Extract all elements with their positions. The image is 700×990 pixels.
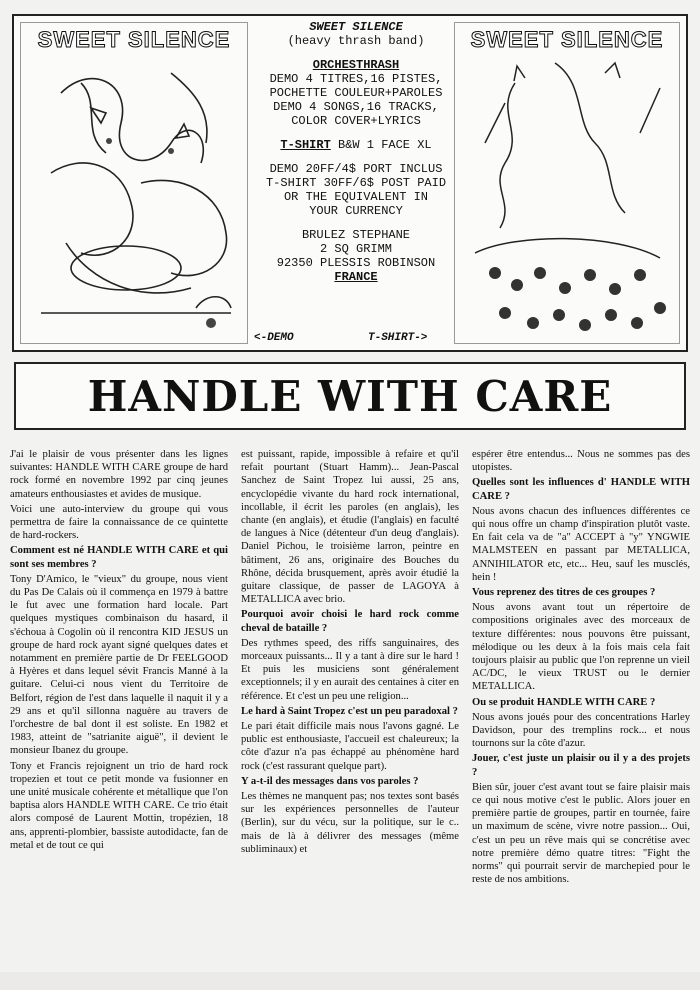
article-title-box bbox=[14, 362, 686, 430]
band-logo-left: SWEET SILENCE bbox=[37, 27, 231, 52]
band-logo-right: SWEET SILENCE bbox=[470, 27, 664, 52]
article-paragraph: Nous avons avant tout un répertoire de compositions originales avec des morceaux de texture différentes: nous pouvons être puissant, mélodique ou les deux à la fois mais cela fait toujours plaisir au public que l'on reprenne un vieil AC/DC, le vieux TRUST ou le dernier METALLICA. bbox=[472, 602, 690, 693]
tshirt-label: T-SHIRT bbox=[280, 138, 331, 152]
price-line-3: OR THE EQUIVALENT IN bbox=[283, 190, 429, 204]
article-paragraph: Tony et Francis rejoignent un trio de hard rock tropezien et tout ce petit monde va fusionner en une unité musicale cohérente et métallique que l'on baptisa alors HANDLE WITH CARE. Ce trio était alors composé de Laurent Mottin, tropézien, 18 ans, apprenti-plombier, bassiste autodidacte, fan de metal et de tout ce qui bbox=[10, 760, 228, 851]
article-column-1 bbox=[10, 448, 228, 854]
arrow-demo: <-DEMO bbox=[254, 332, 294, 344]
article-paragraph: J'ai le plaisir de vous présenter dans les lignes suivantes: HANDLE WITH CARE groupe de hard rock formé en novembre 1992 par cinq jeunes amateurs enthousiastes et avides de musique. bbox=[10, 449, 228, 500]
address-country: FRANCE bbox=[334, 270, 378, 284]
article-paragraph: Des rythmes speed, des riffs sanguinaires, des morceaux puissants... Il y a tant à dire sur le hard ! Et puis les musiciens sont généralement exceptionnels; il y en aurait des centaines à citer en référence. Et c'est un peu une religion... bbox=[241, 637, 459, 702]
tshirt-line bbox=[250, 138, 462, 152]
interview-question: Y a-t-il des messages dans vos paroles ? bbox=[241, 775, 419, 787]
interview-question: Jouer, c'est juste un plaisir ou il y a des projets ? bbox=[472, 753, 690, 778]
article-body bbox=[10, 448, 690, 968]
article-paragraph: Tony D'Amico, le "vieux" du groupe, nous vient du Pas De Calais où il commença en 1979 à battre le fut avec une formation hard locale. Part quelques mystiques combinaison du hasard, il s'échoua à Cogolin où il rencontra KID JESUS un groupe de hard rock ayant signé quelques dates et notamment en première partie de Dr FEELGOOD à Hyères et dans lequel sévit Francis Manné à la guitare. Celui-ci nous vient du Territoire de Belfort, région de l'est dans laquelle il naquit il y a 29 ans et qu'il sillonna naguère au travers de l'orchestre de bal dont il est soliste. En 1982 et 1983, atteint de "satrianite aiguë", il devient le monsieur Ibanez du groupe. bbox=[10, 573, 228, 757]
price-line-2: T-SHIRT 30FF/6$ POST PAID bbox=[265, 176, 447, 190]
article-title: HANDLE WITH CARE bbox=[87, 372, 613, 421]
interview-question: Le hard à Saint Tropez c'est un peu paradoxal ? bbox=[241, 705, 458, 717]
demo-line-3: DEMO 4 SONGS,16 TRACKS, bbox=[273, 100, 439, 114]
interview-question: Comment est né HANDLE WITH CARE et qui sont ses membres ? bbox=[10, 545, 228, 570]
label-name: ORCHESTHRASH bbox=[312, 58, 400, 72]
interview-question: Ou se produit HANDLE WITH CARE ? bbox=[472, 696, 656, 708]
article-paragraph: Les thèmes ne manquent pas; nos textes sont basés sur les expériences personnelles de l'auteur (Berlin), sur du vécu, sur la politique, sur le c.. mais de là à délivrer des messages (même subliminaux) et bbox=[241, 791, 459, 855]
article-column-3 bbox=[472, 448, 690, 889]
tshirt-spec: B&W 1 FACE XL bbox=[338, 138, 432, 152]
price-line-4: YOUR CURRENCY bbox=[309, 204, 403, 218]
demo-line-1: DEMO 4 TITRES,16 PISTES, bbox=[269, 72, 443, 86]
crowd-drawing bbox=[455, 23, 679, 343]
band-genre: (heavy thrash band) bbox=[287, 34, 425, 48]
page-bottom-edge bbox=[0, 972, 700, 990]
band-name: SWEET SILENCE bbox=[309, 20, 403, 34]
interview-question: Pourquoi avoir choisi le hard rock comme cheval de bataille ? bbox=[241, 609, 459, 634]
interview-question: Vous reprenez des titres de ces groupes ? bbox=[472, 587, 656, 599]
address-line-2: 2 SQ GRIMM bbox=[319, 242, 392, 256]
demo-line-4: COLOR COVER+LYRICS bbox=[291, 114, 421, 128]
sweet-silence-ad bbox=[12, 14, 688, 352]
price-line-1: DEMO 20FF/4$ PORT INCLUS bbox=[269, 162, 443, 176]
article-column-2 bbox=[241, 448, 459, 858]
article-paragraph: Nous avons joués pour des concentrations Harley Davidson, pour des tremplins rock... et nous tournons sur la côte d'azur. bbox=[472, 711, 690, 750]
arrow-tshirt: T-SHIRT-> bbox=[368, 332, 428, 344]
ad-copy bbox=[250, 20, 462, 284]
address-line-1: BRULEZ STEPHANE bbox=[301, 228, 411, 242]
article-paragraph: Voici une auto-interview du groupe qui vous permettra de faire la connaissance de ce quintette de hard-rockers. bbox=[10, 503, 228, 542]
demo-line-2: POCHETTE COULEUR+PAROLES bbox=[269, 86, 443, 100]
article-paragraph: espérer être entendus... Nous ne sommes pas des utopistes. bbox=[472, 449, 690, 474]
address-line-3: 92350 PLESSIS ROBINSON bbox=[276, 256, 436, 270]
dragon-drawing bbox=[21, 23, 247, 343]
article-paragraph: Bien sûr, jouer c'est avant tout se faire plaisir mais ce qui nous motive c'est le public. Alors jouer en première partie de groupes, partir en tournée, faire un maximum de scène, vivre notre passion... Oui, c'est un peu un rêve mais qui se concrétise avec notre première démo quatre titres: "Fight the norms" qui pourrait servir de marchepied pour le reste de nos ambitions. bbox=[472, 781, 690, 886]
article-paragraph: Nous avons chacun des influences différentes ce qui nous offre un champ d'inspiration plutôt vaste. En fait cela va de "a" ACCEPT à "y" YNGWIE MALMSTEEN en passant par METALLICA, ANNIHILATOR etc, etc... Heu, sauf les musclés, hein ! bbox=[472, 505, 690, 583]
article-paragraph: Le pari était difficile mais nous l'avons gagné. Le public est enthousiaste, l'accueil est chaleureux; la côte d'azur n'a pas échappé au phénomène hard rock (c'est rassurant quelque part). bbox=[241, 721, 459, 772]
band-illustration-right bbox=[454, 22, 680, 344]
interview-question: Quelles sont les influences d' HANDLE WITH CARE ? bbox=[472, 477, 690, 502]
dragon-illustration-left bbox=[20, 22, 248, 344]
article-paragraph: est puissant, rapide, impossible à refaire et qu'il refait pourtant (Stuart Hamm)... Jean-Pascal Sanchez de Saint Tropez lui aussi, 25 ans, encyclopédie vivante du hard rock international, incollable, il écrit les paroles (en anglais), les chante (en anglais), et étudie (l'anglais) en faculté de langues à Nice (détenteur d'un deug d'anglais). Daniel Pichou, le troisième larron, peintre en bâtiment, 26 ans, originaire des Bouches du Rhône, décida brusquement, après avoir étudié la guitare classique, de passer de LAGOYA à METALLICA avec brio. bbox=[241, 449, 459, 606]
